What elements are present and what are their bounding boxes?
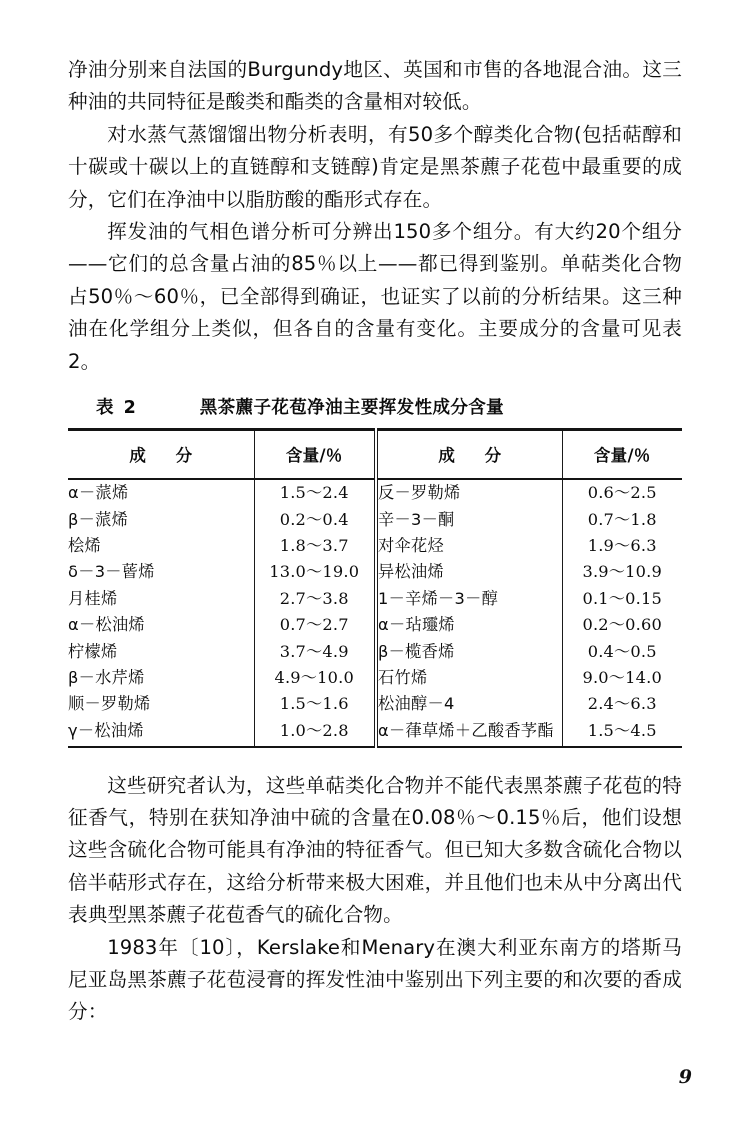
cell-amount-left: 4.9～10.0: [274, 667, 355, 687]
cell-component-left: 桧烯: [68, 533, 254, 559]
page-number: 9: [678, 1066, 692, 1088]
cell-component-right: α－玷𤫩烯: [376, 612, 562, 638]
table-row: [68, 665, 682, 691]
cell-component-left: β－水芹烯: [68, 665, 254, 691]
cell-component-right: α－葎草烯＋乙酸香芧酯: [376, 717, 562, 746]
header-amount-right: 含量/％: [562, 430, 682, 480]
cell-component-left: δ－3－蒈烯: [68, 559, 254, 585]
cell-component-left: 月桂烯: [68, 586, 254, 612]
header-amount-left: 含量/％: [254, 430, 376, 480]
paragraph-4: 这些研究者认为，这些单萜类化合物并不能代表黑茶藨子花苞的特征香气，特别在获知净油中硫的含量在0.08％～0.15％后，他们设想这些含硫化合物可能具有净油的特征香气。但已知大多数含硫化合物以倍半萜形式存在，这给分析带来极大困难，并且他们也未从中分离出代表典型黑茶藨子花苞香气的硫化合物。: [68, 773, 682, 927]
page-content: [68, 54, 682, 1029]
cell-amount-left: 13.0～19.0: [269, 562, 360, 582]
cell-component-right: 松油醇－4: [376, 691, 562, 717]
cell-component-right: 反－罗勒烯: [376, 479, 562, 506]
cell-component-left: γ－松油烯: [68, 717, 254, 746]
table-caption-title: 黑茶藨子花苞净油主要挥发性成分含量: [199, 398, 505, 419]
cell-amount-left: 0.7～2.7: [279, 615, 349, 635]
cell-amount-right: 1.9～6.3: [587, 536, 657, 555]
table-body: [68, 479, 682, 747]
cell-amount-right: 0.1～0.15: [582, 588, 663, 608]
cell-amount-left: 1.0～2.8: [254, 717, 376, 746]
cell-amount-right: 1.5～4.5: [562, 717, 682, 746]
paragraph-3: 挥发油的气相色谱分析可分辨出150多个组分。有大约20个组分——它们的总含量占油的85％以上——都已得到鉴别。单萜类化合物占50％～60％，已全部得到确证，也证实了以前的分析结果。这三种油在化学组分上类似，但各自的含量有变化。主要成分的含量可见表2。: [68, 220, 682, 373]
cell-amount-right: 0.4～0.5: [587, 641, 657, 661]
cell-amount-right: 0.6～2.5: [587, 483, 657, 503]
volatile-components-table: [68, 428, 682, 748]
cell-component-right: 异松油烯: [376, 559, 562, 585]
cell-amount-right: 9.0～14.0: [582, 667, 663, 687]
cell-component-right: 辛－3－酮: [376, 506, 562, 532]
cell-amount-left: 1.5～2.4: [279, 483, 349, 503]
cell-amount-right: 0.7～1.8: [587, 509, 657, 529]
table-caption: [68, 394, 682, 419]
cell-component-left: α－蒎烯: [68, 479, 254, 506]
cell-amount-left: 2.7～3.8: [279, 588, 349, 608]
header-component-left: 成 分: [68, 430, 254, 480]
table-row: [68, 533, 682, 559]
cell-component-left: 顺－罗勒烯: [68, 691, 254, 717]
table-row: [68, 717, 682, 746]
cell-component-right: 石竹烯: [376, 665, 562, 691]
table-row: [68, 691, 682, 717]
cell-component-left: β－蒎烯: [68, 506, 254, 532]
header-component-right: 成 分: [376, 430, 562, 480]
cell-amount-left: 1.8～3.7: [279, 536, 349, 555]
cell-amount-left: 1.5～1.6: [279, 694, 349, 714]
table-row: [68, 559, 682, 585]
cell-component-left: 柠檬烯: [68, 638, 254, 664]
cell-amount-right: 0.2～0.60: [582, 615, 663, 635]
cell-amount-left: 0.2～0.4: [279, 509, 349, 529]
paragraph-1: 净油分别来自法国的Burgundy地区、英国和市售的各地混合油。这三种油的共同特征是酸类和酯类的含量相对较低。: [68, 58, 682, 114]
cell-component-right: β－榄香烯: [376, 638, 562, 664]
cell-component-left: α－松油烯: [68, 612, 254, 638]
table-row: [68, 638, 682, 664]
cell-amount-right: 2.4～6.3: [587, 694, 657, 714]
table-row: [68, 612, 682, 638]
table-header-row: [68, 430, 682, 480]
cell-amount-right: 3.9～10.9: [582, 562, 663, 582]
cell-component-right: 对伞花烃: [376, 533, 562, 559]
table-row: [68, 586, 682, 612]
table-row: [68, 506, 682, 532]
table-caption-label: 表 2: [96, 398, 138, 419]
table-row: [68, 479, 682, 506]
paragraph-2: 对水蒸气蒸馏馏出物分析表明，有50多个醇类化合物(包括萜醇和十碳或十碳以上的直链醇和支链醇)肯定是黑茶藨子花苞中最重要的成分，它们在净油中以脂肪酸的酯形式存在。: [68, 122, 682, 211]
paragraph-5: 1983年〔10〕，Kerslake和Menary在澳大利亚东南方的塔斯马尼亚岛黑茶藨子花苞浸膏的挥发性油中鉴别出下列主要的和次要的香成分：: [68, 935, 682, 1024]
table-2-block: [68, 394, 682, 748]
cell-amount-left: 3.7～4.9: [279, 641, 349, 661]
cell-component-right: 1－辛烯－3－醇: [376, 586, 562, 612]
